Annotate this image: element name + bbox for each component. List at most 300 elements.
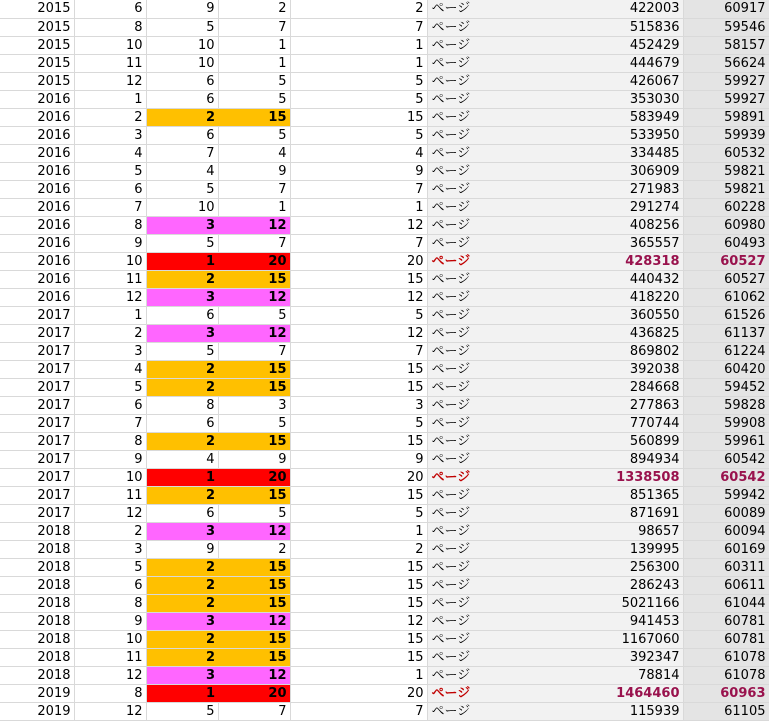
- cell-value-2[interactable]: 61078: [683, 666, 769, 684]
- cell-col-c[interactable]: 9: [146, 540, 218, 558]
- cell-col-e[interactable]: 3: [290, 396, 427, 414]
- cell-value-2[interactable]: 59452: [683, 378, 769, 396]
- cell-month[interactable]: 3: [74, 126, 146, 144]
- cell-unit[interactable]: ページ: [427, 594, 543, 612]
- cell-month[interactable]: 2: [74, 108, 146, 126]
- cell-col-c[interactable]: 2: [146, 648, 218, 666]
- cell-col-d[interactable]: 7: [218, 180, 290, 198]
- cell-col-e[interactable]: 1: [290, 198, 427, 216]
- cell-value-1[interactable]: 440432: [543, 270, 683, 288]
- cell-unit[interactable]: ページ: [427, 162, 543, 180]
- cell-unit[interactable]: ページ: [427, 216, 543, 234]
- cell-value-2[interactable]: 60542: [683, 468, 769, 486]
- cell-col-d[interactable]: 9: [218, 162, 290, 180]
- cell-unit[interactable]: ページ: [427, 540, 543, 558]
- cell-value-1[interactable]: 271983: [543, 180, 683, 198]
- cell-month[interactable]: 5: [74, 378, 146, 396]
- cell-month[interactable]: 3: [74, 540, 146, 558]
- cell-col-e[interactable]: 4: [290, 144, 427, 162]
- cell-year[interactable]: 2019: [0, 702, 74, 720]
- cell-year[interactable]: 2017: [0, 486, 74, 504]
- cell-col-c[interactable]: 10: [146, 198, 218, 216]
- cell-col-e[interactable]: 7: [290, 18, 427, 36]
- cell-col-c[interactable]: 7: [146, 144, 218, 162]
- cell-value-2[interactable]: 61078: [683, 648, 769, 666]
- cell-month[interactable]: 12: [74, 504, 146, 522]
- cell-value-2[interactable]: 59821: [683, 162, 769, 180]
- cell-col-c[interactable]: 6: [146, 126, 218, 144]
- cell-col-d[interactable]: 15: [218, 270, 290, 288]
- cell-year[interactable]: 2017: [0, 468, 74, 486]
- cell-col-e[interactable]: 20: [290, 684, 427, 702]
- cell-month[interactable]: 7: [74, 198, 146, 216]
- cell-col-e[interactable]: 2: [290, 0, 427, 18]
- cell-value-1[interactable]: 408256: [543, 216, 683, 234]
- cell-unit[interactable]: ページ: [427, 648, 543, 666]
- cell-value-2[interactable]: 60542: [683, 450, 769, 468]
- cell-col-e[interactable]: 9: [290, 162, 427, 180]
- cell-year[interactable]: 2016: [0, 252, 74, 270]
- cell-unit[interactable]: ページ: [427, 126, 543, 144]
- cell-value-1[interactable]: 392347: [543, 648, 683, 666]
- cell-month[interactable]: 6: [74, 0, 146, 18]
- cell-col-e[interactable]: 15: [290, 360, 427, 378]
- cell-value-1[interactable]: 560899: [543, 432, 683, 450]
- cell-year[interactable]: 2016: [0, 180, 74, 198]
- cell-col-c[interactable]: 5: [146, 234, 218, 252]
- cell-col-e[interactable]: 1: [290, 522, 427, 540]
- cell-value-2[interactable]: 60094: [683, 522, 769, 540]
- cell-month[interactable]: 9: [74, 450, 146, 468]
- cell-month[interactable]: 6: [74, 396, 146, 414]
- cell-col-e[interactable]: 20: [290, 468, 427, 486]
- cell-col-e[interactable]: 5: [290, 126, 427, 144]
- cell-col-e[interactable]: 20: [290, 252, 427, 270]
- cell-month[interactable]: 11: [74, 54, 146, 72]
- cell-col-c[interactable]: 9: [146, 0, 218, 18]
- cell-value-1[interactable]: 428318: [543, 252, 683, 270]
- cell-year[interactable]: 2016: [0, 216, 74, 234]
- cell-unit[interactable]: ページ: [427, 90, 543, 108]
- cell-value-1[interactable]: 515836: [543, 18, 683, 36]
- cell-col-c[interactable]: 3: [146, 522, 218, 540]
- cell-col-c[interactable]: 5: [146, 180, 218, 198]
- cell-value-1[interactable]: 115939: [543, 702, 683, 720]
- cell-value-2[interactable]: 59939: [683, 126, 769, 144]
- cell-col-d[interactable]: 12: [218, 324, 290, 342]
- cell-value-2[interactable]: 61224: [683, 342, 769, 360]
- cell-value-2[interactable]: 59908: [683, 414, 769, 432]
- cell-year[interactable]: 2017: [0, 378, 74, 396]
- cell-col-d[interactable]: 15: [218, 378, 290, 396]
- cell-value-1[interactable]: 139995: [543, 540, 683, 558]
- cell-unit[interactable]: ページ: [427, 72, 543, 90]
- cell-col-d[interactable]: 12: [218, 216, 290, 234]
- cell-unit[interactable]: ページ: [427, 252, 543, 270]
- cell-unit[interactable]: ページ: [427, 198, 543, 216]
- cell-month[interactable]: 1: [74, 306, 146, 324]
- cell-col-d[interactable]: 7: [218, 234, 290, 252]
- cell-month[interactable]: 11: [74, 270, 146, 288]
- cell-unit[interactable]: ページ: [427, 270, 543, 288]
- cell-col-c[interactable]: 3: [146, 324, 218, 342]
- cell-month[interactable]: 10: [74, 36, 146, 54]
- cell-value-1[interactable]: 78814: [543, 666, 683, 684]
- cell-col-c[interactable]: 2: [146, 432, 218, 450]
- cell-unit[interactable]: ページ: [427, 612, 543, 630]
- cell-col-c[interactable]: 4: [146, 162, 218, 180]
- cell-col-d[interactable]: 20: [218, 684, 290, 702]
- cell-value-2[interactable]: 60493: [683, 234, 769, 252]
- cell-value-1[interactable]: 422003: [543, 0, 683, 18]
- cell-unit[interactable]: ページ: [427, 684, 543, 702]
- cell-year[interactable]: 2017: [0, 360, 74, 378]
- cell-month[interactable]: 8: [74, 594, 146, 612]
- cell-col-d[interactable]: 12: [218, 666, 290, 684]
- cell-col-c[interactable]: 3: [146, 666, 218, 684]
- cell-col-c[interactable]: 1: [146, 684, 218, 702]
- cell-value-2[interactable]: 60781: [683, 630, 769, 648]
- cell-year[interactable]: 2015: [0, 54, 74, 72]
- cell-col-d[interactable]: 2: [218, 540, 290, 558]
- cell-year[interactable]: 2017: [0, 396, 74, 414]
- cell-year[interactable]: 2018: [0, 594, 74, 612]
- cell-value-1[interactable]: 894934: [543, 450, 683, 468]
- cell-value-1[interactable]: 360550: [543, 306, 683, 324]
- cell-value-1[interactable]: 1464460: [543, 684, 683, 702]
- cell-value-1[interactable]: 871691: [543, 504, 683, 522]
- cell-month[interactable]: 6: [74, 180, 146, 198]
- cell-year[interactable]: 2018: [0, 666, 74, 684]
- cell-col-e[interactable]: 1: [290, 36, 427, 54]
- cell-col-e[interactable]: 7: [290, 234, 427, 252]
- cell-unit[interactable]: ページ: [427, 144, 543, 162]
- cell-col-c[interactable]: 5: [146, 18, 218, 36]
- cell-col-e[interactable]: 12: [290, 612, 427, 630]
- cell-col-e[interactable]: 12: [290, 288, 427, 306]
- cell-col-e[interactable]: 5: [290, 504, 427, 522]
- cell-month[interactable]: 4: [74, 144, 146, 162]
- cell-col-e[interactable]: 15: [290, 270, 427, 288]
- cell-year[interactable]: 2017: [0, 504, 74, 522]
- cell-col-c[interactable]: 2: [146, 360, 218, 378]
- cell-value-2[interactable]: 60089: [683, 504, 769, 522]
- cell-col-c[interactable]: 10: [146, 36, 218, 54]
- cell-col-d[interactable]: 7: [218, 702, 290, 720]
- cell-col-e[interactable]: 15: [290, 432, 427, 450]
- cell-year[interactable]: 2017: [0, 450, 74, 468]
- cell-value-1[interactable]: 426067: [543, 72, 683, 90]
- cell-month[interactable]: 5: [74, 558, 146, 576]
- cell-unit[interactable]: ページ: [427, 468, 543, 486]
- cell-col-d[interactable]: 1: [218, 54, 290, 72]
- cell-col-d[interactable]: 4: [218, 144, 290, 162]
- cell-value-2[interactable]: 60917: [683, 0, 769, 18]
- cell-value-1[interactable]: 770744: [543, 414, 683, 432]
- cell-value-2[interactable]: 61044: [683, 594, 769, 612]
- cell-col-d[interactable]: 20: [218, 252, 290, 270]
- cell-value-2[interactable]: 60532: [683, 144, 769, 162]
- cell-month[interactable]: 8: [74, 432, 146, 450]
- cell-col-c[interactable]: 2: [146, 486, 218, 504]
- cell-month[interactable]: 2: [74, 522, 146, 540]
- cell-col-e[interactable]: 15: [290, 576, 427, 594]
- cell-year[interactable]: 2017: [0, 342, 74, 360]
- cell-value-1[interactable]: 353030: [543, 90, 683, 108]
- cell-col-d[interactable]: 5: [218, 90, 290, 108]
- cell-value-2[interactable]: 60781: [683, 612, 769, 630]
- cell-value-2[interactable]: 61137: [683, 324, 769, 342]
- cell-year[interactable]: 2016: [0, 270, 74, 288]
- cell-col-c[interactable]: 2: [146, 594, 218, 612]
- cell-value-2[interactable]: 60527: [683, 252, 769, 270]
- cell-value-2[interactable]: 59821: [683, 180, 769, 198]
- cell-col-d[interactable]: 5: [218, 126, 290, 144]
- cell-col-d[interactable]: 20: [218, 468, 290, 486]
- cell-col-d[interactable]: 2: [218, 0, 290, 18]
- cell-value-2[interactable]: 59828: [683, 396, 769, 414]
- cell-col-e[interactable]: 9: [290, 450, 427, 468]
- cell-value-1[interactable]: 533950: [543, 126, 683, 144]
- cell-unit[interactable]: ページ: [427, 504, 543, 522]
- cell-value-2[interactable]: 60420: [683, 360, 769, 378]
- cell-col-c[interactable]: 2: [146, 576, 218, 594]
- cell-unit[interactable]: ページ: [427, 522, 543, 540]
- cell-unit[interactable]: ページ: [427, 342, 543, 360]
- cell-value-1[interactable]: 98657: [543, 522, 683, 540]
- cell-value-2[interactable]: 59961: [683, 432, 769, 450]
- cell-unit[interactable]: ページ: [427, 0, 543, 18]
- cell-unit[interactable]: ページ: [427, 702, 543, 720]
- cell-month[interactable]: 1: [74, 90, 146, 108]
- cell-col-c[interactable]: 2: [146, 378, 218, 396]
- cell-col-c[interactable]: 5: [146, 342, 218, 360]
- cell-col-e[interactable]: 12: [290, 324, 427, 342]
- cell-col-e[interactable]: 5: [290, 90, 427, 108]
- cell-year[interactable]: 2018: [0, 558, 74, 576]
- cell-unit[interactable]: ページ: [427, 54, 543, 72]
- cell-value-1[interactable]: 941453: [543, 612, 683, 630]
- cell-month[interactable]: 2: [74, 324, 146, 342]
- cell-value-2[interactable]: 59891: [683, 108, 769, 126]
- cell-col-c[interactable]: 2: [146, 558, 218, 576]
- cell-unit[interactable]: ページ: [427, 450, 543, 468]
- cell-value-1[interactable]: 1167060: [543, 630, 683, 648]
- cell-year[interactable]: 2016: [0, 108, 74, 126]
- cell-value-2[interactable]: 59546: [683, 18, 769, 36]
- cell-col-d[interactable]: 5: [218, 504, 290, 522]
- cell-col-e[interactable]: 15: [290, 486, 427, 504]
- cell-col-c[interactable]: 6: [146, 90, 218, 108]
- cell-year[interactable]: 2016: [0, 126, 74, 144]
- cell-value-1[interactable]: 5021166: [543, 594, 683, 612]
- cell-month[interactable]: 10: [74, 468, 146, 486]
- cell-col-e[interactable]: 15: [290, 594, 427, 612]
- cell-value-1[interactable]: 869802: [543, 342, 683, 360]
- cell-col-d[interactable]: 7: [218, 342, 290, 360]
- cell-unit[interactable]: ページ: [427, 288, 543, 306]
- cell-value-2[interactable]: 61062: [683, 288, 769, 306]
- cell-value-2[interactable]: 59942: [683, 486, 769, 504]
- cell-value-2[interactable]: 60311: [683, 558, 769, 576]
- cell-year[interactable]: 2016: [0, 162, 74, 180]
- cell-col-d[interactable]: 15: [218, 648, 290, 666]
- cell-col-e[interactable]: 7: [290, 702, 427, 720]
- cell-value-1[interactable]: 256300: [543, 558, 683, 576]
- cell-unit[interactable]: ページ: [427, 414, 543, 432]
- cell-year[interactable]: 2015: [0, 36, 74, 54]
- cell-year[interactable]: 2015: [0, 18, 74, 36]
- cell-unit[interactable]: ページ: [427, 180, 543, 198]
- cell-col-e[interactable]: 2: [290, 540, 427, 558]
- cell-col-d[interactable]: 15: [218, 630, 290, 648]
- cell-col-c[interactable]: 8: [146, 396, 218, 414]
- cell-col-e[interactable]: 5: [290, 72, 427, 90]
- cell-col-e[interactable]: 5: [290, 414, 427, 432]
- cell-value-1[interactable]: 392038: [543, 360, 683, 378]
- cell-unit[interactable]: ページ: [427, 378, 543, 396]
- cell-value-2[interactable]: 59927: [683, 72, 769, 90]
- cell-month[interactable]: 5: [74, 162, 146, 180]
- cell-value-2[interactable]: 59927: [683, 90, 769, 108]
- cell-col-d[interactable]: 7: [218, 18, 290, 36]
- cell-month[interactable]: 8: [74, 18, 146, 36]
- cell-value-1[interactable]: 286243: [543, 576, 683, 594]
- cell-value-1[interactable]: 334485: [543, 144, 683, 162]
- cell-value-2[interactable]: 58157: [683, 36, 769, 54]
- cell-col-e[interactable]: 15: [290, 108, 427, 126]
- cell-year[interactable]: 2017: [0, 324, 74, 342]
- cell-value-1[interactable]: 284668: [543, 378, 683, 396]
- cell-month[interactable]: 12: [74, 702, 146, 720]
- cell-value-2[interactable]: 60963: [683, 684, 769, 702]
- cell-value-1[interactable]: 444679: [543, 54, 683, 72]
- cell-month[interactable]: 3: [74, 342, 146, 360]
- cell-value-1[interactable]: 306909: [543, 162, 683, 180]
- cell-unit[interactable]: ページ: [427, 630, 543, 648]
- cell-unit[interactable]: ページ: [427, 666, 543, 684]
- cell-col-e[interactable]: 15: [290, 558, 427, 576]
- cell-year[interactable]: 2017: [0, 306, 74, 324]
- cell-value-2[interactable]: 61526: [683, 306, 769, 324]
- cell-col-e[interactable]: 12: [290, 216, 427, 234]
- cell-unit[interactable]: ページ: [427, 360, 543, 378]
- cell-year[interactable]: 2016: [0, 288, 74, 306]
- cell-month[interactable]: 10: [74, 252, 146, 270]
- cell-col-d[interactable]: 15: [218, 360, 290, 378]
- cell-year[interactable]: 2017: [0, 432, 74, 450]
- cell-year[interactable]: 2018: [0, 522, 74, 540]
- cell-value-1[interactable]: 452429: [543, 36, 683, 54]
- cell-col-d[interactable]: 12: [218, 288, 290, 306]
- cell-unit[interactable]: ページ: [427, 558, 543, 576]
- cell-value-2[interactable]: 61105: [683, 702, 769, 720]
- cell-value-1[interactable]: 365557: [543, 234, 683, 252]
- cell-unit[interactable]: ページ: [427, 396, 543, 414]
- cell-col-d[interactable]: 15: [218, 594, 290, 612]
- cell-col-d[interactable]: 1: [218, 36, 290, 54]
- cell-value-1[interactable]: 291274: [543, 198, 683, 216]
- cell-value-1[interactable]: 277863: [543, 396, 683, 414]
- cell-year[interactable]: 2016: [0, 234, 74, 252]
- cell-value-2[interactable]: 60169: [683, 540, 769, 558]
- cell-col-d[interactable]: 15: [218, 576, 290, 594]
- cell-col-d[interactable]: 9: [218, 450, 290, 468]
- cell-month[interactable]: 12: [74, 666, 146, 684]
- cell-year[interactable]: 2019: [0, 684, 74, 702]
- cell-col-e[interactable]: 15: [290, 378, 427, 396]
- cell-col-e[interactable]: 7: [290, 342, 427, 360]
- cell-col-c[interactable]: 6: [146, 504, 218, 522]
- cell-month[interactable]: 11: [74, 648, 146, 666]
- cell-col-d[interactable]: 5: [218, 72, 290, 90]
- cell-value-2[interactable]: 60228: [683, 198, 769, 216]
- cell-month[interactable]: 8: [74, 684, 146, 702]
- cell-col-d[interactable]: 5: [218, 306, 290, 324]
- cell-value-2[interactable]: 60980: [683, 216, 769, 234]
- cell-value-1[interactable]: 436825: [543, 324, 683, 342]
- cell-col-c[interactable]: 2: [146, 630, 218, 648]
- cell-year[interactable]: 2016: [0, 198, 74, 216]
- cell-year[interactable]: 2018: [0, 630, 74, 648]
- cell-year[interactable]: 2018: [0, 648, 74, 666]
- cell-value-1[interactable]: 1338508: [543, 468, 683, 486]
- cell-year[interactable]: 2017: [0, 414, 74, 432]
- cell-month[interactable]: 7: [74, 414, 146, 432]
- cell-year[interactable]: 2015: [0, 0, 74, 18]
- cell-value-2[interactable]: 56624: [683, 54, 769, 72]
- cell-month[interactable]: 10: [74, 630, 146, 648]
- cell-month[interactable]: 12: [74, 72, 146, 90]
- cell-year[interactable]: 2015: [0, 72, 74, 90]
- cell-col-d[interactable]: 12: [218, 612, 290, 630]
- cell-month[interactable]: 9: [74, 234, 146, 252]
- cell-month[interactable]: 12: [74, 288, 146, 306]
- cell-unit[interactable]: ページ: [427, 108, 543, 126]
- cell-value-1[interactable]: 851365: [543, 486, 683, 504]
- cell-unit[interactable]: ページ: [427, 306, 543, 324]
- cell-col-c[interactable]: 1: [146, 252, 218, 270]
- cell-col-c[interactable]: 3: [146, 612, 218, 630]
- cell-unit[interactable]: ページ: [427, 324, 543, 342]
- cell-col-e[interactable]: 15: [290, 648, 427, 666]
- cell-col-e[interactable]: 7: [290, 180, 427, 198]
- cell-col-d[interactable]: 5: [218, 414, 290, 432]
- cell-value-2[interactable]: 60611: [683, 576, 769, 594]
- cell-col-c[interactable]: 3: [146, 288, 218, 306]
- cell-col-e[interactable]: 15: [290, 630, 427, 648]
- cell-month[interactable]: 9: [74, 612, 146, 630]
- cell-value-1[interactable]: 583949: [543, 108, 683, 126]
- cell-unit[interactable]: ページ: [427, 234, 543, 252]
- cell-unit[interactable]: ページ: [427, 576, 543, 594]
- cell-month[interactable]: 8: [74, 216, 146, 234]
- cell-year[interactable]: 2018: [0, 576, 74, 594]
- cell-unit[interactable]: ページ: [427, 432, 543, 450]
- cell-year[interactable]: 2018: [0, 540, 74, 558]
- cell-col-e[interactable]: 5: [290, 306, 427, 324]
- cell-year[interactable]: 2016: [0, 90, 74, 108]
- cell-month[interactable]: 4: [74, 360, 146, 378]
- cell-col-c[interactable]: 2: [146, 270, 218, 288]
- cell-col-d[interactable]: 3: [218, 396, 290, 414]
- cell-year[interactable]: 2016: [0, 144, 74, 162]
- cell-col-c[interactable]: 10: [146, 54, 218, 72]
- cell-col-c[interactable]: 2: [146, 108, 218, 126]
- cell-unit[interactable]: ページ: [427, 486, 543, 504]
- cell-month[interactable]: 6: [74, 576, 146, 594]
- cell-value-2[interactable]: 60527: [683, 270, 769, 288]
